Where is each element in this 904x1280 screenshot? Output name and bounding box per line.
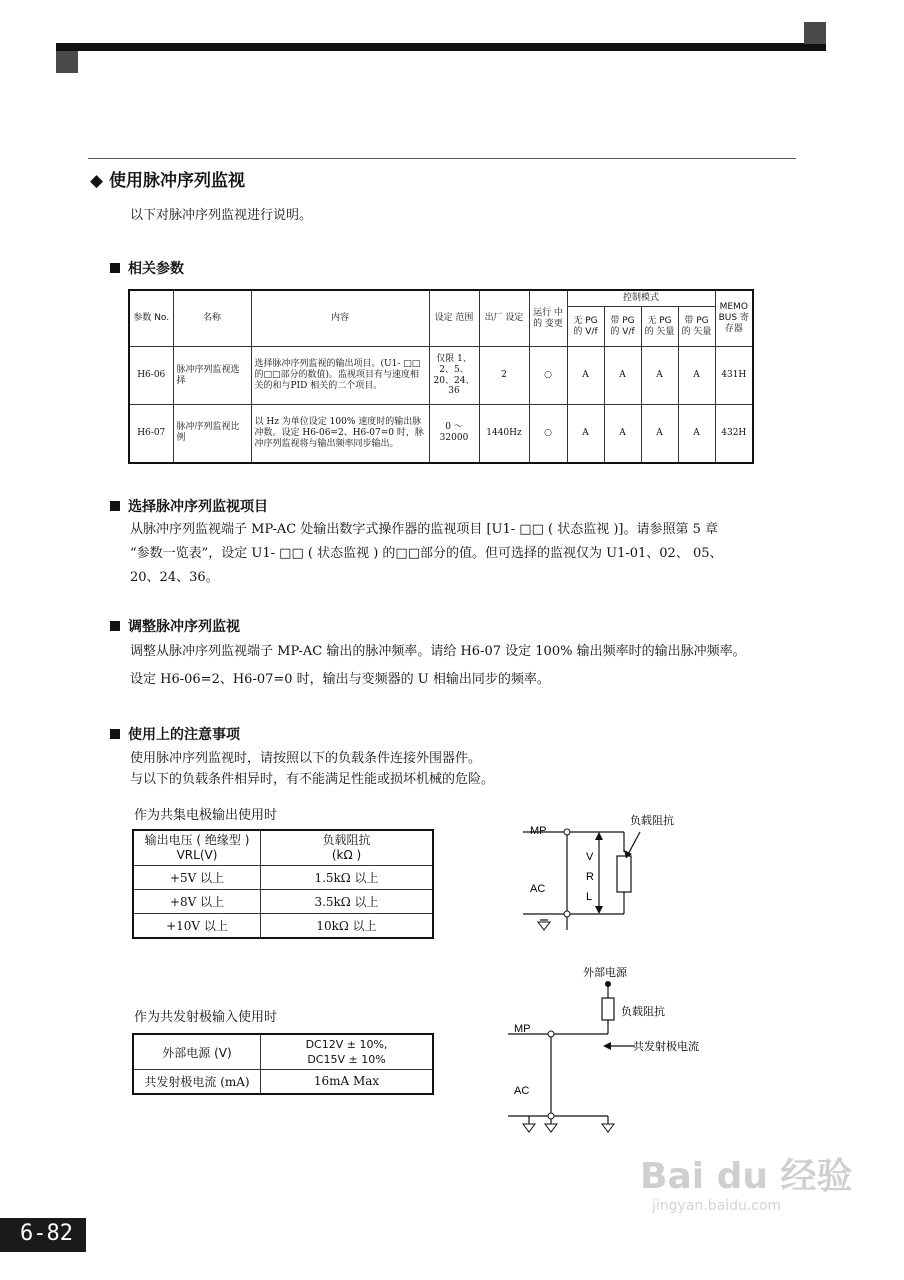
notes-heading: 使用上的注意事项 [110,724,240,744]
param-mode-4: A [678,405,715,463]
table-row: +10V 以上 10kΩ 以上 [133,914,433,938]
col-control-mode: 控制模式 [567,290,715,307]
param-runtime: ○ [529,347,567,405]
collector-table [132,829,434,939]
notes-body [130,748,494,790]
collector-header-row [133,830,433,866]
bullet-square-icon [110,501,120,511]
param-mode-1: A [567,347,604,405]
notes-line-2: 与以下的负载条件相异时，有不能满足性能或损坏机械的危险。 [130,772,495,787]
mp-label: MP [514,1023,531,1035]
col-mode-2: 带 PG 的 V/f [604,307,641,347]
emitter-supply-values: DC12V ± 10%, DC15V ± 10% [261,1034,434,1070]
load-label: 负载阻抗 [630,814,674,827]
emitter-circuit-diagram [505,962,735,1140]
header-square-right [804,22,826,44]
section-intro: 以下对脉冲序列监视进行说明。 [130,208,313,223]
mp-terminal [564,829,570,835]
col-factory: 出厂 设定 [479,290,529,347]
col-no: 参数 No. [129,290,173,347]
table-row: 共发射极电流 (mA) 16mA Max [133,1070,433,1094]
select-body [130,518,810,590]
header-bar [56,43,826,51]
current-label: 共发射极电流 [633,1040,699,1053]
table-row: +5V 以上 1.5kΩ 以上 [133,866,433,890]
col-mode-1: 无 PG 的 V/f [567,307,604,347]
adjust-line-1: 调整从脉冲序列监视端子 MP-AC 输出的脉冲频率。请给 H6-07 设定 100% 输出频率时的输出脉冲频率。 [130,644,746,659]
load-resistor [617,856,631,892]
watermark-logo: Bai du 经验 [640,1156,853,1197]
collector-caption: 作为共集电极输出使用时 [134,808,278,823]
param-mode-3: A [641,405,678,463]
select-line: 20、24、36。 [130,570,219,585]
collector-circuit-diagram [520,810,720,940]
param-range: 仅限 1、2、5、20、24、36 [429,347,479,405]
ac-terminal [548,1113,554,1119]
param-mode-2: A [604,347,641,405]
param-register: 432H [715,405,753,463]
emitter-table [132,1033,434,1095]
section-title: ◆ 使用脉冲序列监视 [90,171,245,191]
param-mode-4: A [678,347,715,405]
param-mode-3: A [641,347,678,405]
supply-node [605,981,611,987]
param-mode-1: A [567,405,604,463]
param-no: H6-06 [129,347,173,405]
v-label: V [586,851,594,863]
bullet-square-icon [110,263,120,273]
select-heading: 选择脉冲序列监视项目 [110,496,268,516]
r-label: R [586,871,594,883]
bullet-square-icon [110,729,120,739]
param-content: 选择脉冲序列监视的输出项目。(U1- □□的□□部分的数值)。监视项目有与速度相关的和与PID 相关的二个项目。 [251,347,429,405]
params-table [128,289,754,464]
l-label: L [586,891,593,903]
mp-terminal [548,1031,554,1037]
col-range: 设定 范围 [429,290,479,347]
params-heading: 相关参数 [110,258,184,278]
param-no: H6-07 [129,405,173,463]
load-resistor [602,998,614,1020]
watermark-url: jingyan.baidu.com [652,1198,782,1214]
param-factory: 1440Hz [479,405,529,463]
adjust-heading: 调整脉冲序列监视 [110,616,240,636]
header-square-left [56,51,78,73]
page-number-box [0,1218,86,1252]
param-mode-2: A [604,405,641,463]
ext-supply-label: 外部电源 [583,966,627,979]
bullet-square-icon [110,621,120,631]
ground-icon [538,922,550,930]
emitter-caption: 作为共发射极输入使用时 [134,1010,278,1025]
section-rule [88,158,796,159]
col-content: 内容 [251,290,429,347]
param-range: 0 ～ 32000 [429,405,479,463]
select-line: 从脉冲序列监视端子 MP-AC 处输出数字式操作器的监视项目 [U1- □□ ( 状态监视 )]。请参照第 5 章 [130,522,719,537]
ac-label: AC [514,1085,530,1097]
col-mode-3: 无 PG 的 矢量 [641,307,678,347]
current-arrow-head [603,1042,611,1050]
select-line: “参数一览表”，设定 U1- □□ ( 状态监视 ) 的□□部分的值。但可选择的监视仅为 U1-01、02、 05、 [130,546,723,561]
table-row [129,347,753,405]
col-mode-4: 带 PG 的 矢量 [678,307,715,347]
ground-icon [523,1124,614,1132]
param-name: 脉冲序列监视比例 [173,405,251,463]
adjust-line-2: 设定 H6-06=2、H6-07=0 时，输出与变频器的 U 相输出同步的频率。 [130,672,550,687]
mp-label: MP [530,825,547,837]
param-factory: 2 [479,347,529,405]
load-label: 负载阻抗 [621,1005,665,1018]
param-runtime: ○ [529,405,567,463]
col-memobus: MEMO BUS 寄存器 [715,290,753,347]
param-name: 脉冲序列监视选择 [173,347,251,405]
page-number: 6-82 [20,1221,73,1246]
table-row [129,405,753,463]
param-register: 431H [715,347,753,405]
ac-label: AC [530,883,546,895]
param-content: 以 Hz 为单位设定 100% 速度时的输出脉冲数。设定 H6-06=2、H6-07=0 时，脉冲序列监视将与输出频率同步输出。 [251,405,429,463]
table-row: 外部电源 (V) DC12V ± 10%, DC15V ± 10% [133,1034,433,1070]
collector-col-load: 负载阻抗 (kΩ ) [261,830,434,866]
notes-line-1: 使用脉冲序列监视时，请按照以下的负载条件连接外围器件。 [130,751,482,766]
params-header-row [129,290,753,307]
table-row: +8V 以上 3.5kΩ 以上 [133,890,433,914]
col-name: 名称 [173,290,251,347]
collector-col-voltage: 输出电压 ( 绝缘型 ) VRL(V) [133,830,261,866]
col-runtime: 运行 中的 变更 [529,290,567,347]
ac-terminal [564,911,570,917]
